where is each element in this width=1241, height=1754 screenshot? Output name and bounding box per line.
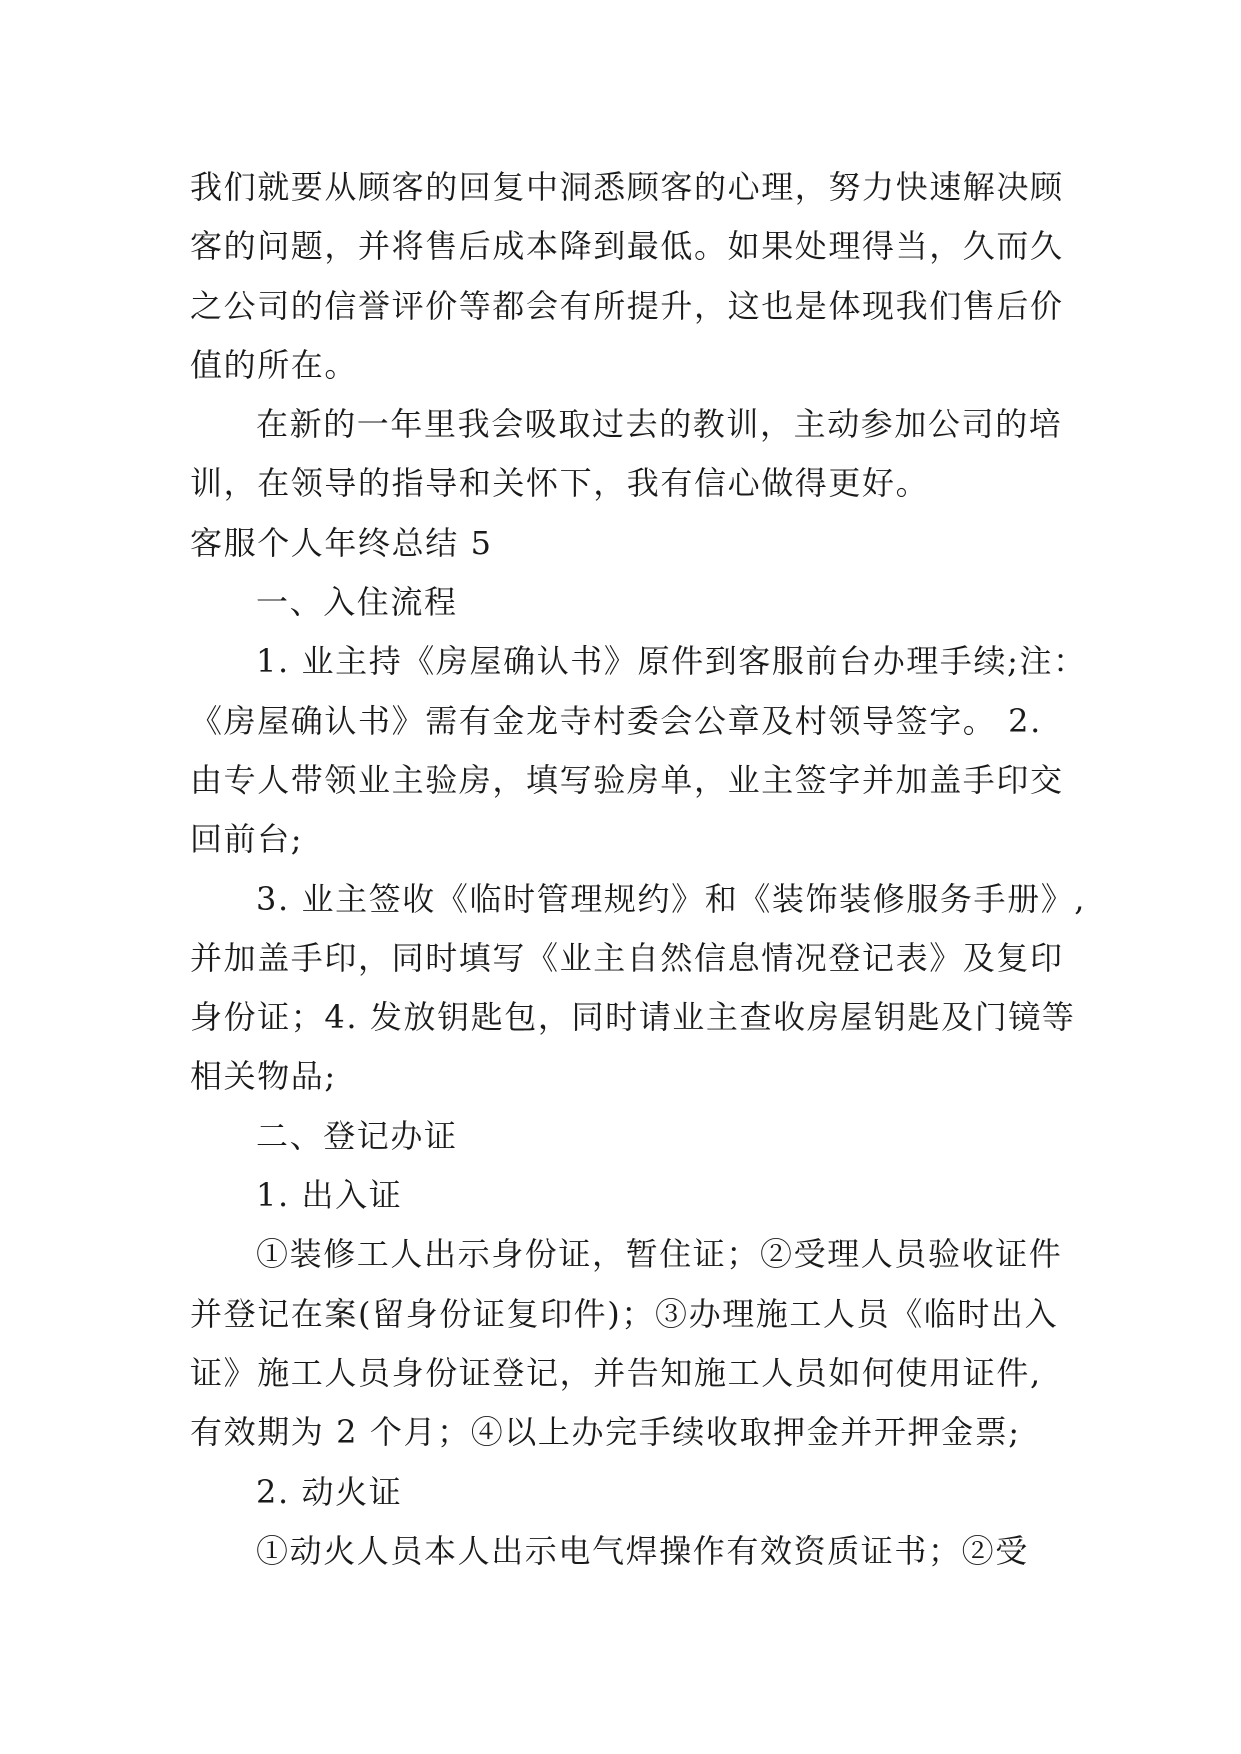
body-line: 有效期为 2 个月；④以上办完手续收取押金并开押金票; [190, 1413, 1021, 1452]
body-line: 由专人带领业主验房，填写验房单，业主签字并加盖手印交 [190, 760, 1064, 799]
subsection-heading: 2. 动火证 [256, 1472, 403, 1511]
section-heading: 二、登记办证 [256, 1116, 458, 1155]
paragraph-first-line: 1. 业主持《房屋确认书》原件到客服前台办理手续;注： [256, 642, 1087, 681]
body-line: 我们就要从顾客的回复中洞悉顾客的心理，努力快速解决顾 [190, 168, 1064, 206]
section-heading: 一、入住流程 [256, 583, 458, 622]
body-line: 回前台; [190, 820, 304, 859]
body-line: 证》施工人员身份证登记，并告知施工人员如何使用证件, [190, 1353, 1042, 1392]
body-line: 值的所在。 [190, 345, 359, 384]
document-body [190, 158, 1087, 1581]
body-line: 《房屋确认书》需有金龙寺村委会公章及村领导签字。 2. [190, 701, 1042, 740]
body-line: 并登记在案(留身份证复印件)；③办理施工人员《临时出入 [190, 1294, 1059, 1333]
paragraph-first-line: ①装修工人出示身份证，暂住证；②受理人员验收证件 [256, 1235, 1063, 1274]
paragraph-first-line: ①动火人员本人出示电气焊操作有效资质证书；②受 [256, 1531, 1029, 1570]
body-line: 相关物品; [190, 1057, 337, 1096]
paragraph-first-line: 在新的一年里我会吸取过去的教训，主动参加公司的培 [256, 405, 1063, 444]
body-line: 并加盖手印，同时填写《业主自然信息情况登记表》及复印 [190, 938, 1064, 977]
section-title: 客服个人年终总结 5 [190, 523, 493, 562]
body-line: 身份证；4. 发放钥匙包，同时请业主查收房屋钥匙及门镜等 [190, 998, 1076, 1037]
subsection-heading: 1. 出入证 [256, 1176, 403, 1215]
body-line: 客的问题，并将售后成本降到最低。如果处理得当，久而久 [190, 227, 1064, 266]
body-line: 训，在领导的指导和关怀下，我有信心做得更好。 [190, 464, 930, 503]
body-line: 之公司的信誉评价等都会有所提升，这也是体现我们售后价 [190, 286, 1064, 325]
paragraph-first-line: 3. 业主签收《临时管理规约》和《装饰装修服务手册》, [256, 879, 1087, 918]
